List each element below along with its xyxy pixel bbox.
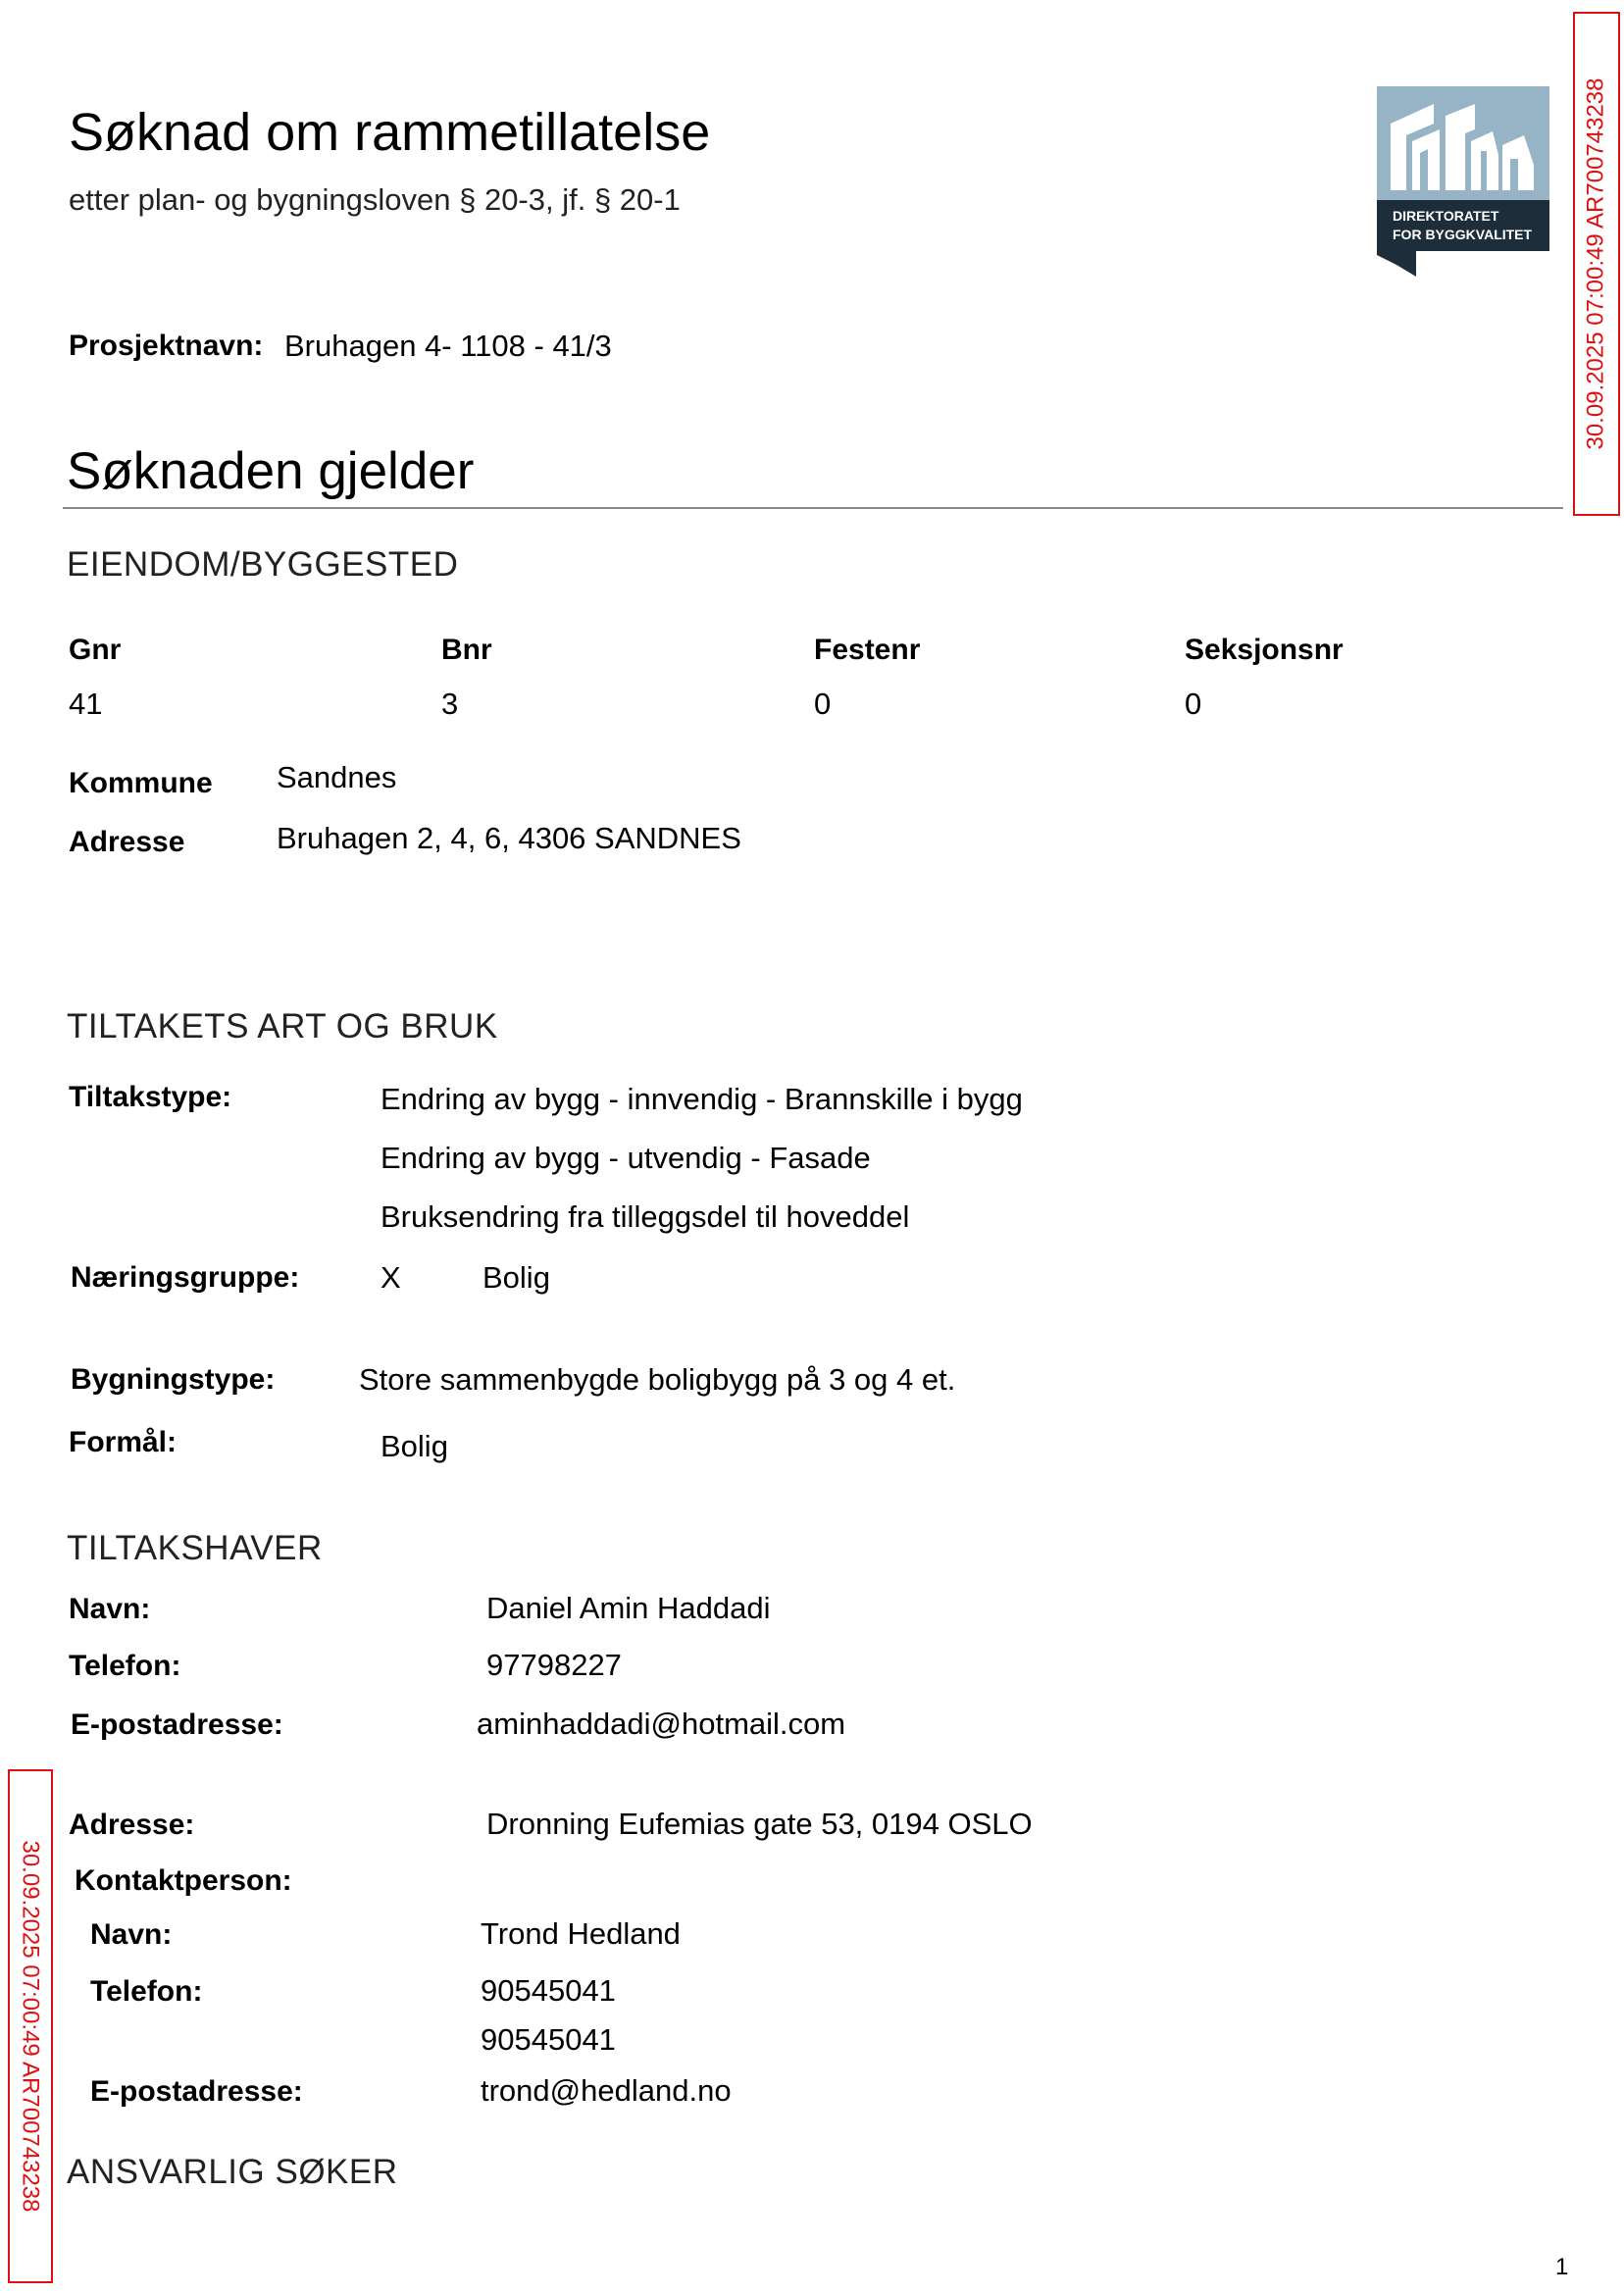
naeringsgruppe-code: X: [381, 1260, 401, 1295]
festenr-value: 0: [814, 687, 832, 721]
archive-stamp-right: [1573, 12, 1620, 516]
kontakt-telefon-value: 90545041: [481, 2022, 616, 2057]
document-title: Søknad om rammetillatelse: [69, 103, 711, 162]
tiltakstype-item: Bruksendring fra tilleggsdel til hoveddel: [381, 1199, 910, 1234]
tiltakshaver-adresse-label: Adresse:: [69, 1809, 195, 1841]
tiltakshaver-telefon-value: 97798227: [486, 1648, 622, 1682]
adresse-value: Bruhagen 2, 4, 6, 4306 SANDNES: [277, 821, 741, 855]
dibk-logo: [1377, 86, 1549, 277]
kontakt-telefon-value: 90545041: [481, 1973, 616, 2008]
tiltakshaver-epost-value: aminhaddadi@hotmail.com: [477, 1707, 846, 1741]
logo-flag: [1377, 251, 1416, 277]
tiltakstype-item: Endring av bygg - utvendig - Fasade: [381, 1141, 871, 1175]
naeringsgruppe-label: Næringsgruppe:: [71, 1261, 300, 1294]
eiendom-heading: EIENDOM/BYGGESTED: [67, 545, 459, 584]
bygningstype-label: Bygningstype:: [71, 1363, 276, 1396]
section-divider: [63, 507, 1563, 509]
bygningstype-value: Store sammenbygde boligbygg på 3 og 4 et.: [359, 1362, 956, 1397]
kontakt-epost-value: trond@hedland.no: [481, 2073, 732, 2108]
document-subtitle: etter plan- og bygningsloven § 20-3, jf. § 20-1: [69, 182, 681, 217]
stamp-text: 30.09.2025 07:00:49 AR700743238: [1583, 77, 1609, 450]
tiltakshaver-navn-label: Navn:: [69, 1593, 151, 1625]
bnr-label: Bnr: [441, 634, 492, 666]
tiltakshaver-epost-label: E-postadresse:: [71, 1708, 283, 1741]
kommune-label: Kommune: [69, 767, 213, 799]
building-logo-icon: [1377, 86, 1549, 277]
formal-label: Formål:: [69, 1426, 178, 1458]
archive-stamp-left: [8, 1769, 53, 2283]
formal-value: Bolig: [381, 1429, 448, 1463]
seksjonsnr-label: Seksjonsnr: [1185, 634, 1344, 666]
naeringsgruppe-value: Bolig: [482, 1260, 550, 1295]
tiltak-heading: TILTAKETS ART OG BRUK: [67, 1007, 498, 1045]
tiltakshaver-telefon-label: Telefon:: [69, 1650, 181, 1682]
kommune-value: Sandnes: [277, 760, 397, 794]
project-label: Prosjektnavn:: [69, 330, 264, 362]
project-value: Bruhagen 4- 1108 - 41/3: [284, 329, 612, 363]
gnr-value: 41: [69, 687, 103, 721]
kontakt-epost-label: E-postadresse:: [90, 2075, 303, 2108]
logo-line-2: FOR BYGGKVALITET: [1393, 227, 1533, 242]
section-heading: Søknaden gjelder: [67, 442, 475, 500]
kontakt-telefon-label: Telefon:: [90, 1975, 203, 2008]
page-number: 1: [1555, 2254, 1569, 2280]
kontaktperson-label: Kontaktperson:: [75, 1864, 292, 1897]
festenr-label: Festenr: [814, 634, 921, 666]
logo-line-1: DIREKTORATET: [1393, 208, 1499, 224]
kontakt-navn-label: Navn:: [90, 1918, 173, 1951]
tiltakshaver-navn-value: Daniel Amin Haddadi: [486, 1591, 771, 1625]
kontakt-navn-value: Trond Hedland: [481, 1916, 681, 1951]
tiltakstype-item: Endring av bygg - innvendig - Brannskille i bygg: [381, 1082, 1023, 1116]
bnr-value: 3: [441, 687, 459, 721]
gnr-label: Gnr: [69, 634, 122, 666]
ansvarlig-heading: ANSVARLIG SØKER: [67, 2153, 398, 2191]
adresse-label: Adresse: [69, 826, 185, 858]
tiltakshaver-heading: TILTAKSHAVER: [67, 1529, 323, 1567]
tiltakshaver-adresse-value: Dronning Eufemias gate 53, 0194 OSLO: [486, 1807, 1033, 1841]
seksjonsnr-value: 0: [1185, 687, 1202, 721]
stamp-text: 30.09.2025 07:00:49 AR700743238: [18, 1840, 44, 2213]
tiltakstype-label: Tiltakstype:: [69, 1081, 232, 1113]
